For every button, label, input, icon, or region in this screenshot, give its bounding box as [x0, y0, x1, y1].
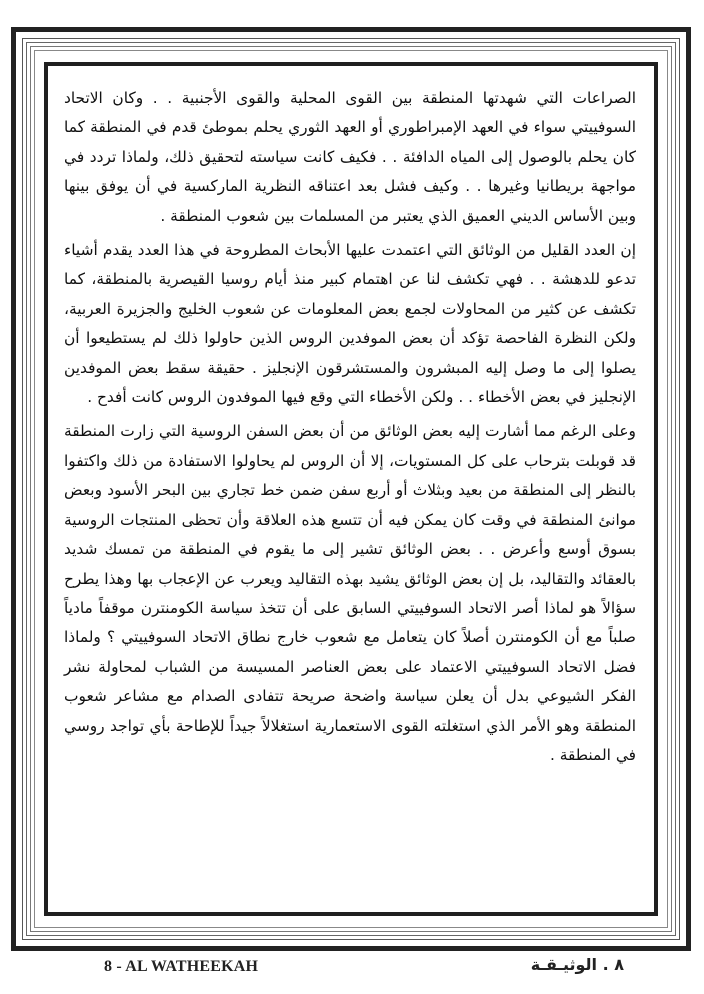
footer-page-number-arabic: ٨ . الوثيـقـة [530, 955, 624, 974]
paragraph-1: الصراعات التي شهدتها المنطقة بين القوى المحلية والقوى الأجنبية . . وكان الاتحاد السوفييتي سواء في العهد الإمبراطوري أو العهد الثوري يحلم بموطئ قدم في المنطقة كما كان يحلم بالوصول إلى المياه الدافئة . . فكيف كانت سياسته لتحقيق ذلك، ولماذا تردد في مواجهة بريطانيا وغيرها . . وكيف فشل بعد اعتناقه النظرية الماركسية في أن يوفق بينها وبين الأساس الديني العميق الذي يعتبر من المسلمات بين شعوب المنطقة . [64, 89, 636, 225]
article-body [64, 84, 636, 770]
paragraph-2: إن العدد القليل من الوثائق التي اعتمدت عليها الأبحاث المطروحة في هذا العدد يقدم أشياء تدعو للدهشة . . فهي تكشف لنا عن اهتمام كبير منذ أيام روسيا القيصرية بالمنطقة، كما تكشف عن كثير من المحاولات لجمع بعض المعلومات عن شعوب الخليج والجزيرة العربية، ولكن النظرة الفاحصة تؤكد أن بعض الموفدين الروس الذين حاولوا ذلك لم يستطيعوا أن يصلوا إلى ما وصل إليه المبشرون والمستشرقون الإنجليز . حقيقة سقط بعض الموفدين الإنجليز في بعض الأخطاء . . ولكن الأخطاء التي وقع فيها الموفدون الروس كانت أفدح . [64, 241, 636, 407]
paragraph-3: وعلى الرغم مما أشارت إليه بعض الوثائق من أن بعض السفن الروسية التي زارت المنطقة قد قوبلت بترحاب على كل المستويات، إلا أن الروس لم يحاولوا الاستفادة من ذلك واكتفوا بالنظر إلى المنطقة من بعيد وبثلاث أو أربع سفن ضمن خط تجاري بين البحر الأسود وبعض موانئ المنطقة في وقت كان يمكن فيه أن تتسع هذه العلاقة وأن تحظى المنتجات الروسية بسوق أوسع وأعرض . . بعض الوثائق تشير إلى ما يقوم في المنطقة من تمسك شديد بالعقائد والتقاليد، بل إن بعض الوثائق يشيد بهذه التقاليد ويعرب عن الإعجاب بها وهذا يطرح سؤالاً هو لماذا أصر الاتحاد السوفييتي السابق على أن تتخذ سياسة الكومنترن موقفاً مادياً صلباً مع أن الكومنترن أصلاً كان يتعامل مع شعوب خارج نطاق الاتحاد السوفييتي ؟ ولماذا فضل الاتحاد السوفييتي الاعتماد على بعض العناصر المسيسة من الشباب لمحاولة نشر الفكر الشيوعي بدل أن يعلن سياسة واضحة صريحة تتفادى الصدام مع مشاعر شعوب المنطقة وهو الأمر الذي استغلته القوى الاستعمارية استغلالاً جيداً للإطاحة بأي تواجد روسي في المنطقة . [64, 422, 636, 764]
footer-page-number-latin: 8 - AL WATHEEKAH [104, 958, 259, 975]
page-border-inner [44, 62, 658, 916]
page-border-outer [11, 27, 691, 951]
